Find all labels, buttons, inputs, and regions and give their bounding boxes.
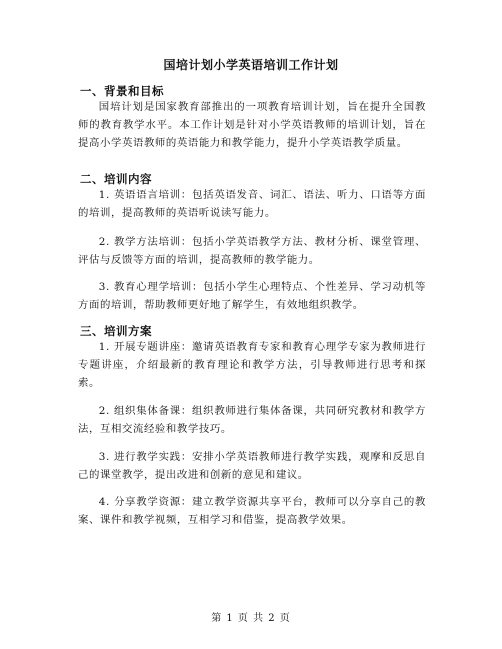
section-heading-training-content: 二、培训内容 xyxy=(80,172,152,186)
paragraph-collective-lesson-prep: 2. 组织集体备课：组织教师进行集体备课，共同研究教材和教学方法，互相交流经验和教学技巧。 xyxy=(78,405,426,435)
paragraph-teaching-practice: 3. 进行教学实践：安排小学英语教师进行教学实践，观摩和反思自己的课堂教学，提出改进和创新的意见和建议。 xyxy=(78,451,426,481)
paragraph-special-lectures: 1. 开展专题讲座：邀请英语教育专家和教育心理学专家为教师进行专题讲座，介绍最新的教育理论和教学方法，引导教师进行思考和探索。 xyxy=(78,341,426,389)
paragraph-teaching-method-training: 2. 教学方法培训：包括小学英语教学方法、教材分析、课堂管理、评估与反馈等方面的培训，提高教师的教学能力。 xyxy=(78,236,426,266)
page-number-footer: 第 1 页 共 2 页 xyxy=(211,613,291,624)
section-heading-background: 一、背景和目标 xyxy=(80,84,164,98)
paragraph-share-resources: 4. 分享教学资源：建立教学资源共享平台，教师可以分享自己的教案、课件和教学视频，互相学习和借鉴，提高教学效果。 xyxy=(78,496,426,526)
paragraph-background-goals: 国培计划是国家教育部推出的一项教育培训计划，旨在提升全国教师的教育教学水平。本工作计划是针对小学英语教师的培训计划，旨在提高小学英语教师的英语能力和教学能力，提升小学英语教学质量。 xyxy=(78,101,426,149)
document-title: 国培计划小学英语培训工作计划 xyxy=(163,58,339,72)
paragraph-language-training: 1. 英语语言培训：包括英语发音、词汇、语法、听力、口语等方面的培训，提高教师的英语听说读写能力。 xyxy=(78,189,426,219)
section-heading-training-plan: 三、培训方案 xyxy=(80,324,152,338)
paragraph-psychology-training: 3. 教育心理学培训：包括小学生心理特点、个性差异、学习动机等方面的培训，帮助教师更好地了解学生，有效地组织教学。 xyxy=(78,281,426,311)
